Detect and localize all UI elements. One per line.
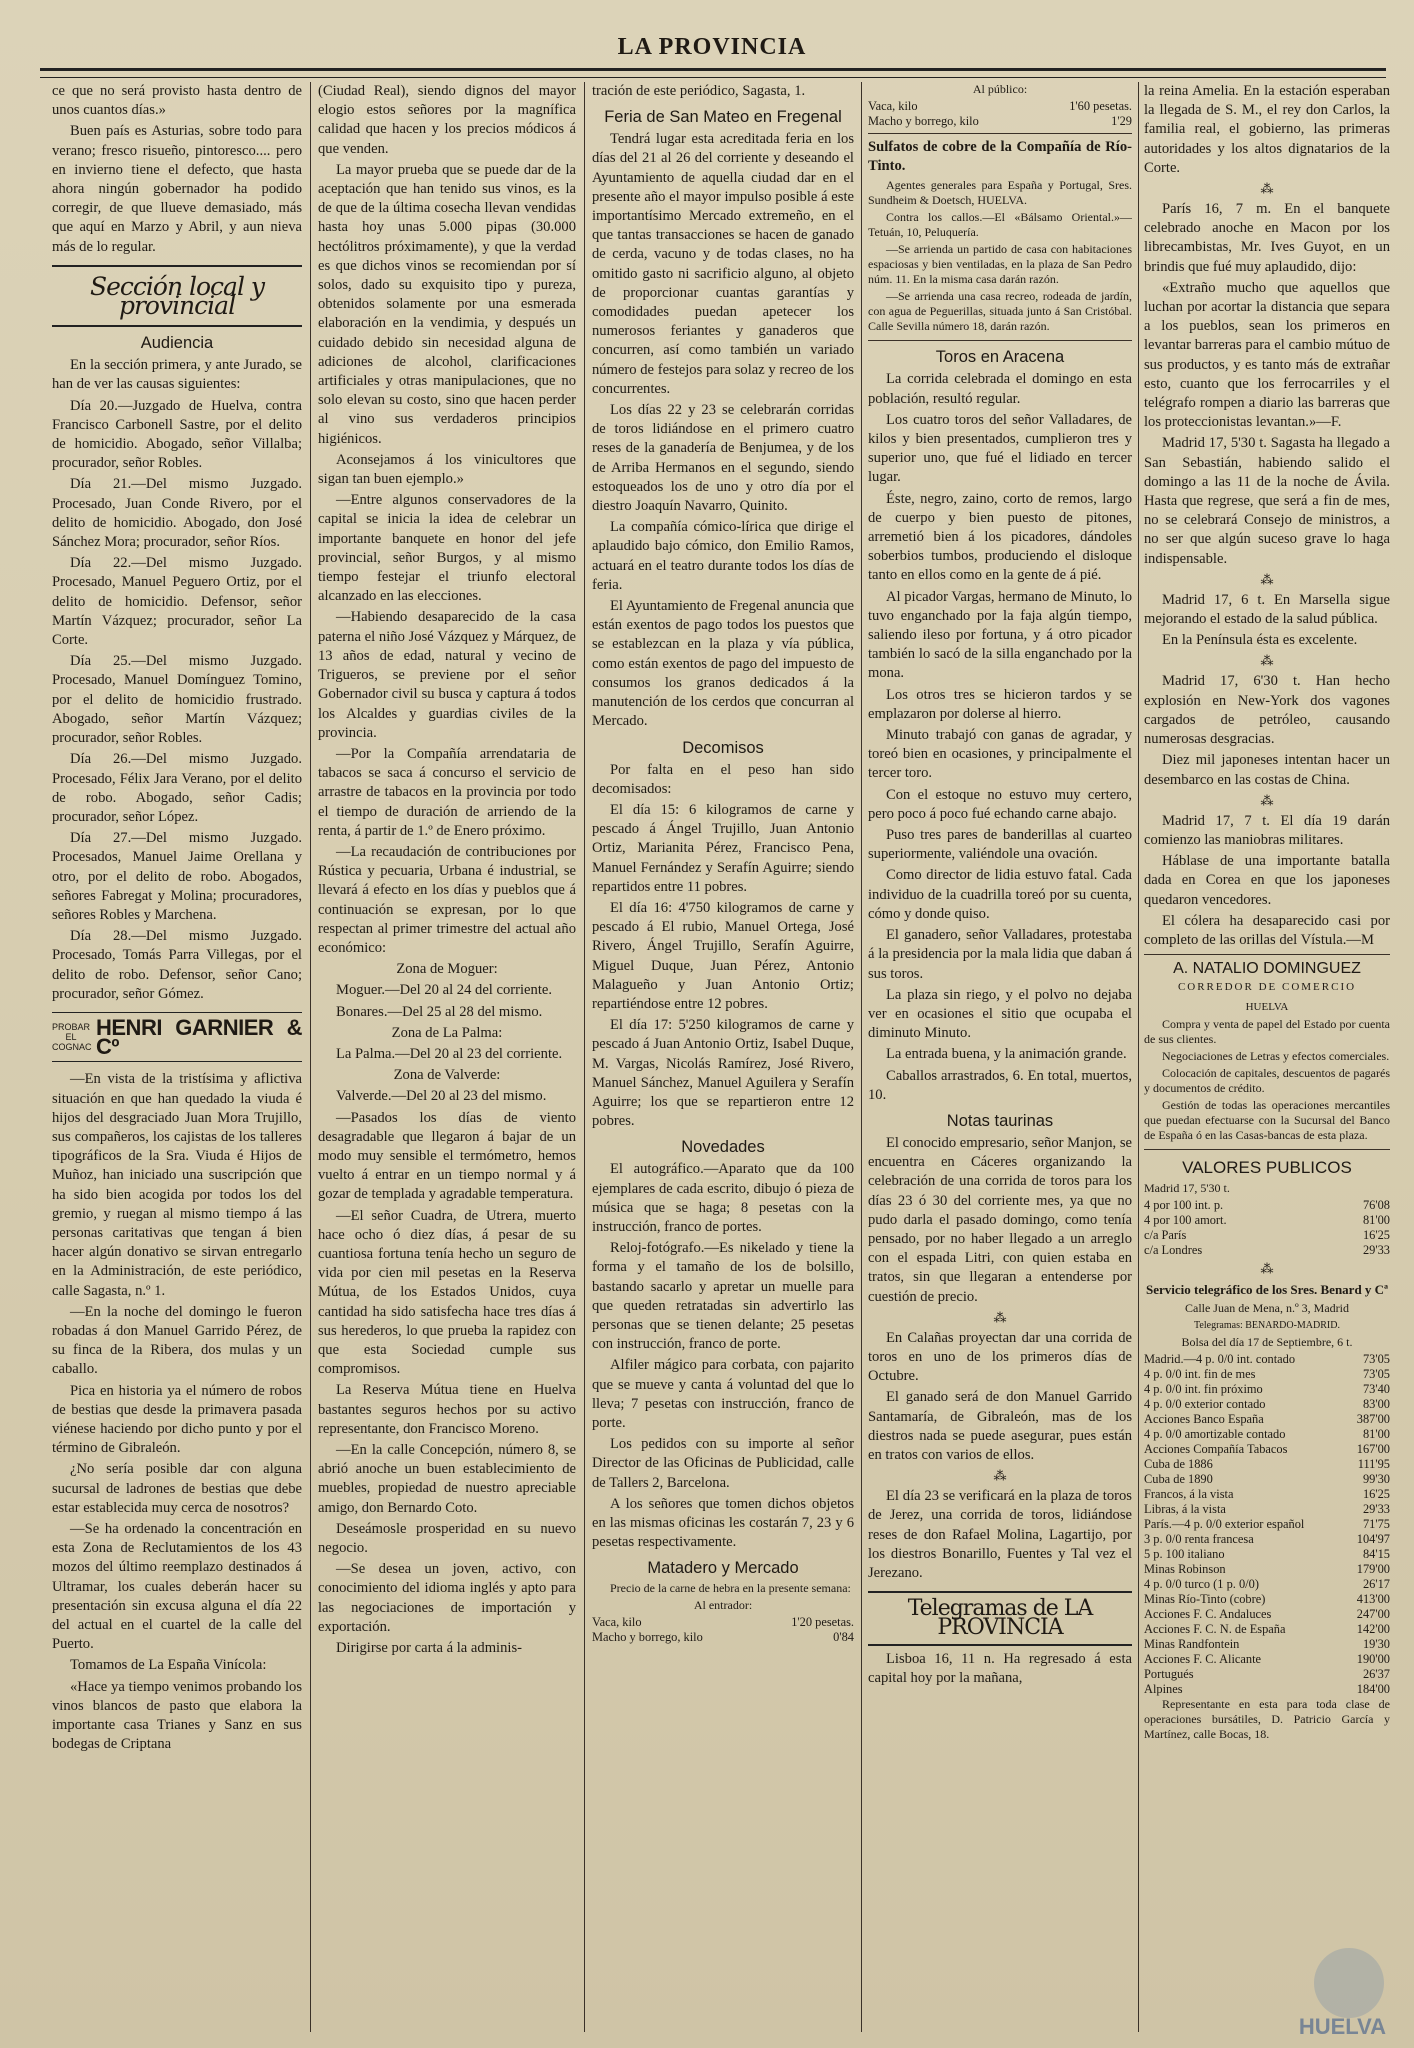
price-value: 1'20 pesetas. [791,1615,854,1630]
paragraph: Buen país es Asturias, sobre todo para verano; fresco risueño, pintoresco.... pero en invierno tiene el defecto, que hasta ahora ningún gobernador ha podido corregir, de que llueve demasiado, más que aquí en Marzo y Abril, y aun nieva más de lo regular. [52,123,302,255]
paragraph: —Pasados los días de viento desagradable que llegaron á bajar de un modo muy sensible el termómetro, hemos vuelto á entrar en un tiempo normal y á gozar de templada y agradable temperatura. [318,1109,576,1203]
paragraph: «Extraño mucho que aquellos que luchan por acortar la distancia que separa a los pueblos, sean los primeros en levantar barreras para el cambio mútuo de sus productos, y es tanto más de extrañar esto, cuanto que los ferrocarriles y el telégrafo rompen a diario las barreras que los proteccionistas levantan.»—F. [1144,279,1390,431]
heading-notas: Notas taurinas [946,1111,1054,1130]
paragraph: Día 27.—Del mismo Juzgado. Procesados, Manuel Jaime Orellana y otro, por el delito de robo. Abogados, señores Fabregat y Molina; procuradores, señores Robles y Marchena. [52,830,302,923]
paragraph: La compañía cómico-lírica que dirige el aplaudido bajo cómico, don Emilio Ramos, actuará en el teatro durante todos los días de feria. [592,519,854,593]
paragraph: «Hace ya tiempo venimos probando los vinos blancos de pasto que elabora la importante casa Trianes y Sanz en sus bodegas de Criptana [52,1678,302,1753]
bolsa-value: 111'95 [1357,1457,1390,1472]
advert-subtitle: CORREDOR DE COMERCIO [1177,981,1357,994]
paragraph: —En la noche del domingo le fueron robadas á don Manuel Garrido Pérez, de su finca de la Ribera, dos mulas y un caballo. [52,1303,302,1378]
bolsa-label: Portugués [1144,1667,1194,1682]
bolsa-label: Acciones F. C. Alicante [1144,1652,1262,1667]
servicio-telegram: Telegramas: BENARDO-MADRID. [1194,1320,1340,1332]
bolsa-label: Francos, á la vista [1144,1487,1234,1502]
paragraph: Día 21.—Del mismo Juzgado. Procesado, Juan Conde Rivero, por el delito de homicidio. Abogado, don José Sánchez Mora; procurador, señor Ríos. [52,476,302,551]
paragraph: Día 28.—Del mismo Juzgado. Procesado, Tomás Parra Villegas, por el delito de robo. Defensor, señor Cano; procurador, señor Gómez. [52,928,302,1002]
bolsa-value: 104'97 [1356,1532,1390,1547]
paragraph: Los cuatro toros del señor Valladares, de kilos y bien presentados, cumplieron tres y superior uno, que fué el lidiado en tercer lugar. [868,411,1132,486]
telegramas-heading: Telegramas de LA PROVINCIA [868,1591,1132,1645]
star-divider: ⁂ [993,1468,1007,1484]
advert-text: Gestión de todas las operaciones mercantiles que puedan efectuarse con la Sucursal del Banco de España ó en las Casas-bancas de esta plaza. [1144,1097,1390,1142]
bolsa-label: Madrid.—4 p. 0/0 int. contado [1144,1352,1296,1367]
paragraph: El día 15: 6 kilogramos de carne y pescado á Ángel Trujillo, Juan Antonio Ortiz, Marianita Pérez, Francisco Pena, Manuel Fernández y Serafín Aguirre; siendo repartidos entre 11 pobres. [592,801,854,895]
advert-text: —Se arrienda una casa recreo, rodeada de jardín, con agua de Peguerillas, situada junto á San Cristóbal. Calle Sevilla número 18, darán razón. [868,289,1132,334]
table-row [1144,1213,1390,1228]
bolsa-label: 3 p. 0/0 renta francesa [1144,1532,1254,1547]
archive-seal-icon [1314,1948,1384,2018]
bolsa-label: Alpines [1144,1682,1183,1697]
table-row [1144,1622,1390,1637]
bolsa-value: 71'75 [1362,1517,1390,1532]
bolsa-label: Cuba de 1886 [1144,1457,1213,1472]
paragraph: —En vista de la tristísima y aflictiva situación en que han quedado la viuda é hijos del desgraciado Juan Mora Trujillo, sus compañeros, los cajistas de los talleres tipográficos de la Sra. Viuda é Hijos de Muñoz, han iniciado una suscripción que ha sido bien acogida por todos los del gremio, y ruegan al mismo tiempo á las personas caritativas que tengan á bien hacer algún donativo se sirvan entregarlo en la Administración, de este periódico, calle Sagasta, n.º 1. [52,1071,302,1299]
zone-heading: Zona de La Palma: [391,1024,503,1041]
paragraph: El conocido empresario, señor Manjon, se encuentra en Cáceres organizando la celebración de una corrida de toros para los días 23 ó 30 del corriente mes, ya que no pudo darla el pasado domingo, como tenía pensado, por no haber llegado a un arreglo con el espada Litri, con quien estaba en tratos, sin que llegaran a entenderse por cuestión de precio. [868,1134,1132,1305]
servicio-heading: Servicio telegráfico de los Sres. Benard y Cª [1146,1281,1388,1297]
bolsa-label: 4 p. 0/0 int. fin próximo [1144,1382,1263,1397]
bolsa-label: Minas Río-Tinto (cobre) [1144,1592,1266,1607]
garnier-brand: HENRI GARNIER & Cº [96,1014,302,1060]
value-number: 29'33 [1362,1242,1390,1257]
paragraph: El día 23 se verificará en la plaza de toros de Jerez, una corrida de toros, lidiándose reses de don Rafael Molina, Lagartijo, por los diestros Bonarillo, Fuentes y Tal vez el Jerezano. [868,1488,1132,1581]
representante-note: Representante en esta para toda clase de operaciones bursátiles, D. Patricio García y Martínez, calle Bocas, 18. [1144,1697,1390,1742]
table-row [1144,1637,1390,1652]
table-row [1144,1562,1390,1577]
price-subheading: Al público: [972,82,1028,96]
bolsa-label: 4 p. 0/0 turco (1 p. 0/0) [1144,1577,1259,1592]
paragraph: —Por la Compañía arrendataria de tabacos se saca á concurso el servicio de arrastre de tabacos en la provincia por todo el tiempo de duración de arriendo de la renta, á partir de 1.º de Enero próximo. [318,745,576,839]
paragraph: Madrid 17, 7 t. El día 19 darán comienzo las maniobras militares. [1144,812,1390,848]
paragraph: —Habiendo desaparecido de la casa paterna el niño José Vázquez y Márquez, de 13 años de edad, natural y vecino de Trigueros, se previene por el señor Gobernador civil su busca y captura á todos los Alcaldes y guardias civiles de la provincia. [318,609,576,741]
value-number: 76'08 [1362,1197,1390,1212]
table-row [1144,1472,1390,1487]
paragraph: Madrid 17, 6'30 t. Han hecho explosión en New-York dos vagones cargados de petróleo, causando numerosas desgracias. [1144,673,1390,748]
masthead [40,34,1384,70]
advert-text: Negociaciones de Letras y efectos comerciales. [1162,1048,1390,1063]
advert-text: Compra y venta de papel del Estado por cuenta de sus clientes. [1144,1016,1390,1046]
paragraph: tración de este periódico, Sagasta, 1. [592,83,806,99]
paragraph: Tendrá lugar esta acreditada feria en los días del 21 al 26 del corriente y deseando el Ayuntamiento de aquella ciudad dar en el presente año el mayor impulso posible á este importantísimo Mercado extremeño, en el que tantas transacciones se hacen de ganado de cerda, vacuno y de todas clases, no ha omitido gasto ni sacrificio alguno, al objeto de proporcionar cuantas garantías y comodidades puedan apetecer los numerosos feriantes y ganaderos que concurren, así como también un variado número de festejos para solaz y recreo de los concurrentes. [592,131,854,397]
bolsa-value: 142'00 [1356,1622,1390,1637]
table-row [868,99,1132,114]
table-row [1144,1547,1390,1562]
price-value: 1'29 [1111,114,1132,128]
paragraph: Día 20.—Juzgado de Huelva, contra Francisco Carbonell Sastre, por el delito de homicidio. Abogado, señor Villalba; procurador, señor Robles. [52,397,302,472]
paragraph: Moguer.—Del 20 al 24 del corriente. [336,982,553,999]
star-divider: ⁂ [993,1309,1007,1325]
bolsa-label: Minas Robinson [1144,1562,1226,1577]
paragraph: Valverde.—Del 20 al 23 del mismo. [336,1088,547,1105]
valores-date: Madrid 17, 5'30 t. [1144,1180,1230,1195]
paragraph: (Ciudad Real), siendo dignos del mayor elogio estos señores por la magnífica calidad que hacen y los precios módicos á que venden. [318,83,576,157]
table-row [1144,1382,1390,1397]
bolsa-value: 19'30 [1362,1637,1390,1652]
value-label: c/a Londres [1144,1242,1203,1257]
advert-text: Contra los callos.—El «Bálsamo Oriental.»—Tetuán, 10, Peluquería. [868,210,1132,240]
paragraph: Día 22.—Del mismo Juzgado. Procesado, Manuel Peguero Ortiz, por el delito de homicidio. Defensor, señor Martín Vázquez; procurador, señor La Corte. [52,555,302,649]
bolsa-label: Acciones F. C. N. de España [1144,1622,1286,1637]
paragraph: Día 25.—Del mismo Juzgado. Procesado, Manuel Domínguez Tomino, por el delito de homicidio frustrado. Abogado, señor Martín Vázquez; procurador, señor Robles. [52,653,302,747]
paragraph: El ganado será de don Manuel Garrido Santamaría, de Gibraleón, mas de los diestros nada se puede asegurar, pues están en tratos con varios de ellos. [868,1389,1132,1463]
table-row [1144,1682,1390,1697]
bolsa-value: 16'25 [1362,1487,1390,1502]
servicio-address: Calle Juan de Mena, n.º 3, Madrid [1184,1301,1349,1316]
value-number: 16'25 [1362,1227,1390,1242]
paragraph: Los días 22 y 23 se celebrarán corridas de toros lidiándose en el primero cuatro reses de la ganadería de Benjumea, y de los de Arriba Hermanos en el segundo, siendo estoqueados los de uno y otro día por el diestro Joaquín Navarro, Quinito. [592,402,854,515]
price-item: Vaca, kilo [868,99,918,113]
zone-heading: Zona de Moguer: [396,961,498,978]
price-subheading: Al entrador: [693,1598,753,1613]
bolsa-value: 83'00 [1362,1397,1390,1412]
bolsa-label: Minas Randfontein [1144,1637,1240,1652]
paragraph: Pica en historia ya el número de robos de bestias que desde la primavera pasada viénese haciendo por dicho punto y por el término de Gibraleón. [52,1382,302,1457]
paragraph: Por falta en el peso han sido decomisados: [592,761,854,797]
paragraph: Bonares.—Del 25 al 28 del mismo. [336,1003,543,1020]
paragraph: El ganadero, señor Valladares, protestaba á la presidencia por la mala lidia que daban á sus toros. [868,927,1132,982]
bolsa-label: 4 p. 0/0 amortizable contado [1144,1427,1286,1442]
bolsa-value: 29'33 [1362,1502,1390,1517]
bolsa-value: 99'30 [1362,1472,1390,1487]
advert-text: —Se arrienda un partido de casa con habitaciones espaciosas y bien ventiladas, en la plaza de San Pedro núm. 11. En la misma casa darán razón. [868,242,1132,287]
bolsa-value: 26'37 [1362,1667,1390,1682]
bolsa-label: Acciones Compañía Tabacos [1144,1442,1288,1457]
column-separator [310,82,311,2032]
paragraph: ¿No sería posible dar con alguna sucursal de ladrones de bestias que debe estar establecida muy cerca de nosotros? [52,1461,302,1516]
bolsa-value: 73'05 [1362,1367,1390,1382]
paragraph: El cólera ha desaparecido casi por completo de las orillas del Vístula.—M [1144,912,1390,948]
value-label: c/a París [1144,1227,1187,1242]
advert-title: Sulfatos de cobre de la Compañía de Río-Tinto. [868,139,1132,175]
heading-decomisos: Decomisos [682,738,764,757]
paragraph: Con el estoque no estuvo muy certero, pero poco á poco fué echando carne abajo. [868,786,1132,822]
column-4 [868,82,1132,2032]
paragraph: En la sección primera, y ante Jurado, se han de ver las causas siguientes: [52,357,302,393]
heading-novedades: Novedades [681,1138,765,1157]
bolsa-label: París.—4 p. 0/0 exterior español [1144,1517,1305,1532]
paragraph: Lisboa 16, 11 n. Ha regresado á esta capital hoy por la mañana, [868,1650,1132,1686]
column-separator [861,82,862,2032]
bolsa-table [1144,1352,1390,1697]
paragraph: ce que no será provisto hasta dentro de unos cuantos días.» [52,83,302,119]
bolsa-value: 167'00 [1356,1442,1390,1457]
paragraph: Madrid 17, 5'30 t. Sagasta ha llegado a San Sebastián, habiendo salido el domingo a las 11 de la noche de Ávila. Hasta que regrese, que será a fin de mes, no se celebrará Consejo de ministros, a no ser que algún suceso grave lo haga indispensable. [1144,435,1390,567]
price-item: Vaca, kilo [592,1615,642,1630]
paragraph: Los otros tres se hicieron tardos y se emplazaron por dolerse al hierro. [868,686,1132,722]
table-row [1144,1652,1390,1667]
advert-city: HUELVA [1245,1000,1289,1013]
table-row [1144,1198,1390,1213]
column-3 [592,82,854,2032]
star-divider: ⁂ [1260,653,1274,669]
paragraph: —Se ha ordenado la concentración en esta Zona de Reclutamientos de los 43 mozos del último reemplazo destinados á Ultramar, los cuales deberán hacer su presentación sin excusa alguna el día 22 del actual en el cuartel de la calle del Puerto. [52,1521,302,1653]
paragraph: Aconsejamos á los vinicultores que sigan tan buen ejemplo.» [318,451,576,488]
bolsa-label: 4 p. 0/0 int. fin de mes [1144,1367,1256,1382]
bolsa-value: 190'00 [1356,1652,1390,1667]
paragraph: Madrid 17, 6 t. En Marsella sigue mejorando el estado de la salud pública. [1144,591,1390,628]
paragraph: En la Península ésta es excelente. [1162,632,1358,649]
paragraph: A los señores que tomen dichos objetos en las mismas oficinas les costarán 7, 23 y 6 pesetas respectivamente. [592,1495,854,1551]
table-row [1144,1667,1390,1682]
heading-audiencia: Audiencia [140,334,214,353]
bolsa-label: Acciones F. C. Andaluces [1144,1607,1272,1622]
star-divider: ⁂ [1260,792,1274,808]
table-row [592,1630,854,1645]
star-divider: ⁂ [1260,571,1274,587]
bolsa-label: Libras, á la vista [1144,1502,1226,1517]
column-separator [584,82,585,2032]
paragraph: París 16, 7 m. En el banquete celebrado anoche en Macon por los librecambistas, Mr. Ives Guyot, en un brindis que fué muy aplaudido, dijo: [1144,201,1390,275]
paragraph: Al picador Vargas, hermano de Minuto, lo tuvo enganchado por la faja algún tiempo, saliendo ileso por fortuna, y á otro picador también lo sacó de la silla enganchado por la mona. [868,588,1132,682]
heading-toros: Toros en Aracena [935,348,1065,367]
price-item: Macho y borrego, kilo [592,1630,703,1645]
table-row [1144,1487,1390,1502]
paragraph: la reina Amelia. En la estación esperaban la llegada de S. M., el rey don Carlos, la familia real, el gobierno, las primeras autoridades y los altos dignatarios de la Corte. [1144,83,1390,176]
star-divider: ⁂ [1260,1260,1274,1276]
bolsa-value: 179'00 [1356,1562,1390,1577]
bolsa-value: 81'00 [1362,1427,1390,1442]
paragraph: —El señor Cuadra, de Utrera, muerto hace ocho ó diez días, á pesar de su cuantiosa fortuna tenía hecho un seguro de vida por cien mil pesetas en la Reserva Mútua, de los Estados Unidos, cuya cantidad ha sido satisfecha hace tres días á sus herederos, lo que prueba la rapidez con que esta Sociedad cumple sus compromisos. [318,1207,576,1378]
bolsa-value: 73'40 [1362,1382,1390,1397]
paragraph: La mayor prueba que se puede dar de la aceptación que han tenido sus vinos, es la de que de la última cosecha llevan vendidas hasta hoy unas 5.000 pipas (30.000 hectólitros próximamente), y que la verdad es que dichos vinos se recomiendan por sí solos, dado su exquisito tipo y pureza, obtenidos solamente por una esmerada elaboración en la vendimia, y después un cuidado debido sin necesidad alguna de adiciones de alcohol, clarificaciones artificiales y otras manipulaciones, que no solo elevan su costo, sino que hacen perder al vino sus verdaderos principios higiénicos. [318,161,576,447]
value-label: 4 por 100 amort. [1144,1212,1227,1227]
value-number: 81'00 [1362,1212,1390,1227]
table-row [592,1615,854,1630]
table-row [1144,1532,1390,1547]
masthead-title: LA PROVINCIA [617,34,807,60]
paragraph: Caballos arrastrados, 6. En total, muertos, 10. [868,1067,1132,1103]
table-row [1144,1397,1390,1412]
paragraph: Dirigirse por carta á la adminis- [336,1640,522,1657]
table-row [1144,1577,1390,1592]
table-row [1144,1517,1390,1532]
paragraph: Los pedidos con su importe al señor Director de las Oficinas de Publicidad, calle de Tallers 2, Barcelona. [592,1436,854,1491]
bolsa-label: Acciones Banco España [1144,1412,1264,1427]
paragraph: La entrada buena, y la animación grande. [886,1046,1127,1063]
paragraph: Diez mil japoneses intentan hacer un desembarco en las costas de China. [1144,752,1390,788]
masthead-rule [40,68,1386,78]
advert-text: Colocación de capitales, descuentos de pagarés y documentos de crédito. [1144,1065,1390,1095]
table-row [1144,1592,1390,1607]
valores-table [1144,1198,1390,1258]
table-row [1144,1607,1390,1622]
bolsa-label: 5 p. 100 italiano [1144,1547,1225,1562]
paragraph: Día 26.—Del mismo Juzgado. Procesado, Félix Jara Verano, por el delito de robo. Abogado, señor Cadis; procurador, señor López. [52,751,302,825]
table-row [1144,1502,1390,1517]
section-heading: Sección local y provincial [52,265,302,327]
paragraph: —En la calle Concepción, número 8, se abrió anoche un buen establecimiento de muebles, propiedad de nuestro apreciable amigo, don Bernardo Coto. [318,1442,576,1516]
paragraph: Minuto trabajó con ganas de agradar, y toreó bien en ocasiones, y principalmente el tercer toro. [868,727,1132,782]
table-row [1144,1427,1390,1442]
paragraph: Reloj-fotógrafo.—Es nikelado y tiene la forma y el tamaño de los de bolsillo, bastando sacarlo y apretar un muelle para que queden retratadas sin advertirlo las personas que se tienen delante; 25 pesetas con instrucción, franco de porte. [592,1240,854,1353]
column-2 [318,82,576,2032]
heading-matadero: Matadero y Mercado [647,1559,799,1578]
price-value: 0'84 [833,1630,854,1645]
table-row [1144,1228,1390,1243]
price-table [868,99,1132,129]
table-row [1144,1442,1390,1457]
price-value: 1'60 pesetas. [1069,99,1132,113]
table-row [1144,1412,1390,1427]
table-row [1144,1367,1390,1382]
table-row [1144,1457,1390,1472]
valores-heading: VALORES PUBLICOS [1182,1157,1352,1177]
paragraph: Deseámosle prosperidad en su nuevo negocio. [318,1520,576,1557]
bolsa-label: 4 p. 0/0 exterior contado [1144,1397,1266,1412]
garnier-tagline: PROBAR EL COGNAC [52,1022,92,1053]
price-item: Macho y borrego, kilo [868,114,979,128]
paragraph: El Ayuntamiento de Fregenal anuncia que están exentos de pago todos los puestos que se establezcan en la plaza y vía pública, como están exentos de pago del impuesto de consumos los granos dedicados á la manutención de los cerdos que concurran al Mercado. [592,598,854,730]
paragraph: Como director de lidia estuvo fatal. Cada individuo de la cuadrilla toreó por su cuenta, cómo y donde quiso. [868,867,1132,922]
paragraph: El autográfico.—Aparato que da 100 ejemplares de cada escrito, dibujo ó pieza de música que se haga; 8 pesetas con la instrucción, franco de portes. [592,1161,854,1235]
bolsa-value: 184'00 [1356,1682,1390,1697]
bolsa-label: Cuba de 1890 [1144,1472,1213,1487]
paragraph: —Se desea un joven, activo, con conocimiento del idioma inglés y apto para las negociaciones de importación y exportación. [318,1561,576,1635]
paragraph: La Reserva Mútua tiene en Huelva bastantes seguros hechos por su activo representante, don Francisco Moreno. [318,1382,576,1437]
paragraph: —Entre algunos conservadores de la capital se inicia la idea de celebrar un importante banquete en honor del jefe provincial, señor Burgos, y al mismo tiempo festejar el triunfo electoral alcanzado en las elecciones. [318,492,576,605]
paragraph: Háblase de una importante batalla dada en Corea en que los japoneses quedaron vencedores. [1144,853,1390,908]
paragraph: La Palma.—Del 20 al 23 del corriente. [336,1045,563,1062]
column-separator [1138,82,1139,2032]
column-1 [52,82,302,2032]
table-row [868,114,1132,129]
column-5 [1144,82,1390,2032]
paragraph: Éste, negro, zaino, corto de remos, largo de cuerpo y bien puesto de pitones, arremetió bien á los picadores, dándoles soberbios tumbos, produciendo el disloque tanto en ellos como en la gente de á pié. [868,490,1132,584]
star-divider: ⁂ [1260,181,1274,197]
heading-feria: Feria de San Mateo en Fregenal [604,108,842,127]
table-row [1144,1243,1390,1258]
bolsa-value: 387'00 [1356,1412,1390,1427]
bolsa-value: 26'17 [1362,1577,1390,1592]
garnier-advert [52,1012,302,1062]
price-table [592,1615,854,1645]
advert-block [868,133,1132,341]
paragraph: En Calañas proyectan dar una corrida de toros en uno de los primeros días de Octubre. [868,1329,1132,1385]
paragraph: El día 16: 4'750 kilogramos de carne y pescado á El rubio, Manuel Ortega, José Rivero, Ángel Trujillo, Serafín Aguirre, Miguel Duque, Juan Pérez, Antonio Malagueño y Juan Antonio Ortiz; repartiéndose entre 12 pobres. [592,899,854,1012]
paragraph: La corrida celebrada el domingo en esta población, resultó regular. [868,371,1132,407]
paragraph: Puso tres pares de banderillas al cuarteo superiormente, valiéndole una ovación. [868,827,1132,863]
bolsa-heading: Bolsa del día 17 de Septiembre, 6 t. [1181,1335,1353,1350]
advert-name: A. NATALIO DOMINGUEZ [1173,960,1361,978]
zone-heading: Zona de Valverde: [393,1067,501,1084]
bolsa-value: 247'00 [1356,1607,1390,1622]
bolsa-value: 413'00 [1356,1592,1390,1607]
archive-watermark: HUELVA [1298,2014,1386,2039]
paragraph: Precio de la carne de hebra en la presente semana: [610,1581,851,1596]
paragraph: Alfiler mágico para corbata, con pajarito que se mueve y canta á voluntad del que lo lleva; 7 pesetas con instrucción, franco de porte. [592,1357,854,1431]
paragraph: Tomamos de La España Vinícola: [70,1657,267,1674]
table-row [1144,1352,1390,1367]
dominguez-advert [1144,954,1390,1150]
advert-text: Agentes generales para España y Portugal, Sres. Sundheim & Doetsch, HUELVA. [868,178,1132,208]
paragraph: La plaza sin riego, y el polvo no dejaba ver en ocasiones el sitio que ocupaba el diminuto Minuto. [868,986,1132,1042]
value-label: 4 por 100 int. p. [1144,1197,1224,1212]
bolsa-value: 73'05 [1362,1352,1390,1367]
bolsa-value: 84'15 [1362,1547,1390,1562]
paragraph: —La recaudación de contribuciones por Rústica y pecuaria, Urbana é industrial, se llevará á efecto en los días y pueblos que á continuación se expresan, por lo que respectan al primer trimestre del actual año económico: [318,843,576,956]
paragraph: El día 17: 5'250 kilogramos de carne y pescado á Juan Antonio Ortiz, Isabel Duque, M. Vargas, Nicolás Ramírez, José Rivero, Manuel Sánchez, Manuel Aguilera y Serafín Aguirre; los que se repartieron entre 12 pobres. [592,1017,854,1130]
